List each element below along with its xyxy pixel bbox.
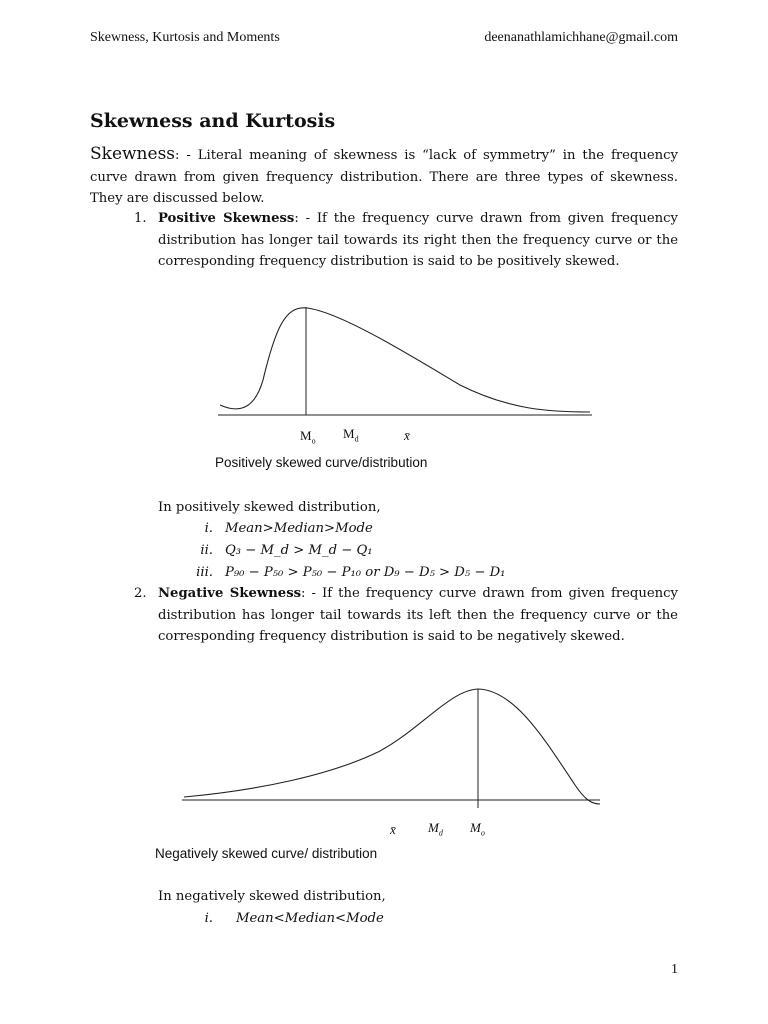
page-number: 1 xyxy=(671,962,678,977)
positive-intro: In positively skewed distribution, xyxy=(158,500,381,515)
negative-mode-label: $M_o$ xyxy=(470,820,485,838)
negative-paragraph xyxy=(158,583,678,648)
positive-item-text: Mean>Median>Mode xyxy=(225,521,373,536)
negative-item-text: Mean<Median<Mode xyxy=(236,911,384,926)
negative-term: Negative Skewness xyxy=(158,586,302,601)
negative-number: 2. xyxy=(134,586,147,601)
skewness-definition: : - Literal meaning of skewness is “lack of symmetry” in the frequency curve drawn from given frequency distribution. There are three types of skewness. They are discussed below. xyxy=(90,148,678,206)
positive-item-formula: Q₃ − M_d > M_d − Q₁ xyxy=(225,543,373,558)
negative-text: : - If the frequency curve drawn from given frequency distribution has longer tail towards its left then the frequency curve or the corresponding frequency distribution is said to be negatively skewed. xyxy=(158,586,679,644)
positive-caption: Positively skewed curve/distribution xyxy=(215,455,428,470)
header-right: deenanathlamichhane@gmail.com xyxy=(484,30,678,45)
negative-curve xyxy=(184,689,600,804)
positive-item-formula: P₉₀ − P₅₀ > P₅₀ − P₁₀ or D₉ − D₅ > D₅ − D₁ xyxy=(225,565,506,580)
negative-mean-label: x̄ xyxy=(390,822,396,837)
positive-text: : - If the frequency curve drawn from given frequency distribution has longer tail towards its right then the frequency curve or the corresponding frequency distribution is said to be positively skewed. xyxy=(158,211,678,269)
positive-number: 1. xyxy=(134,211,147,226)
negative-median-label: $M_d$ xyxy=(428,820,443,838)
positive-item-num: iii. xyxy=(196,565,213,580)
positive-mean-label: x̄ xyxy=(404,428,410,443)
negative-intro: In negatively skewed distribution, xyxy=(158,889,386,904)
positive-term: Positive Skewness xyxy=(158,211,295,226)
negative-caption: Negatively skewed curve/ distribution xyxy=(155,846,378,861)
positive-mode-label: $M_o$ xyxy=(300,428,316,446)
header-left: Skewness, Kurtosis and Moments xyxy=(90,30,280,45)
page-title: Skewness and Kurtosis xyxy=(90,110,336,132)
negative-item-num: i. xyxy=(204,911,213,926)
positive-item-num: ii. xyxy=(200,543,213,558)
skewness-term: Skewness xyxy=(90,144,176,164)
positive-median-label: $M_d$ xyxy=(343,426,359,444)
positive-item-num: i. xyxy=(204,521,213,536)
positive-curve xyxy=(220,308,590,412)
